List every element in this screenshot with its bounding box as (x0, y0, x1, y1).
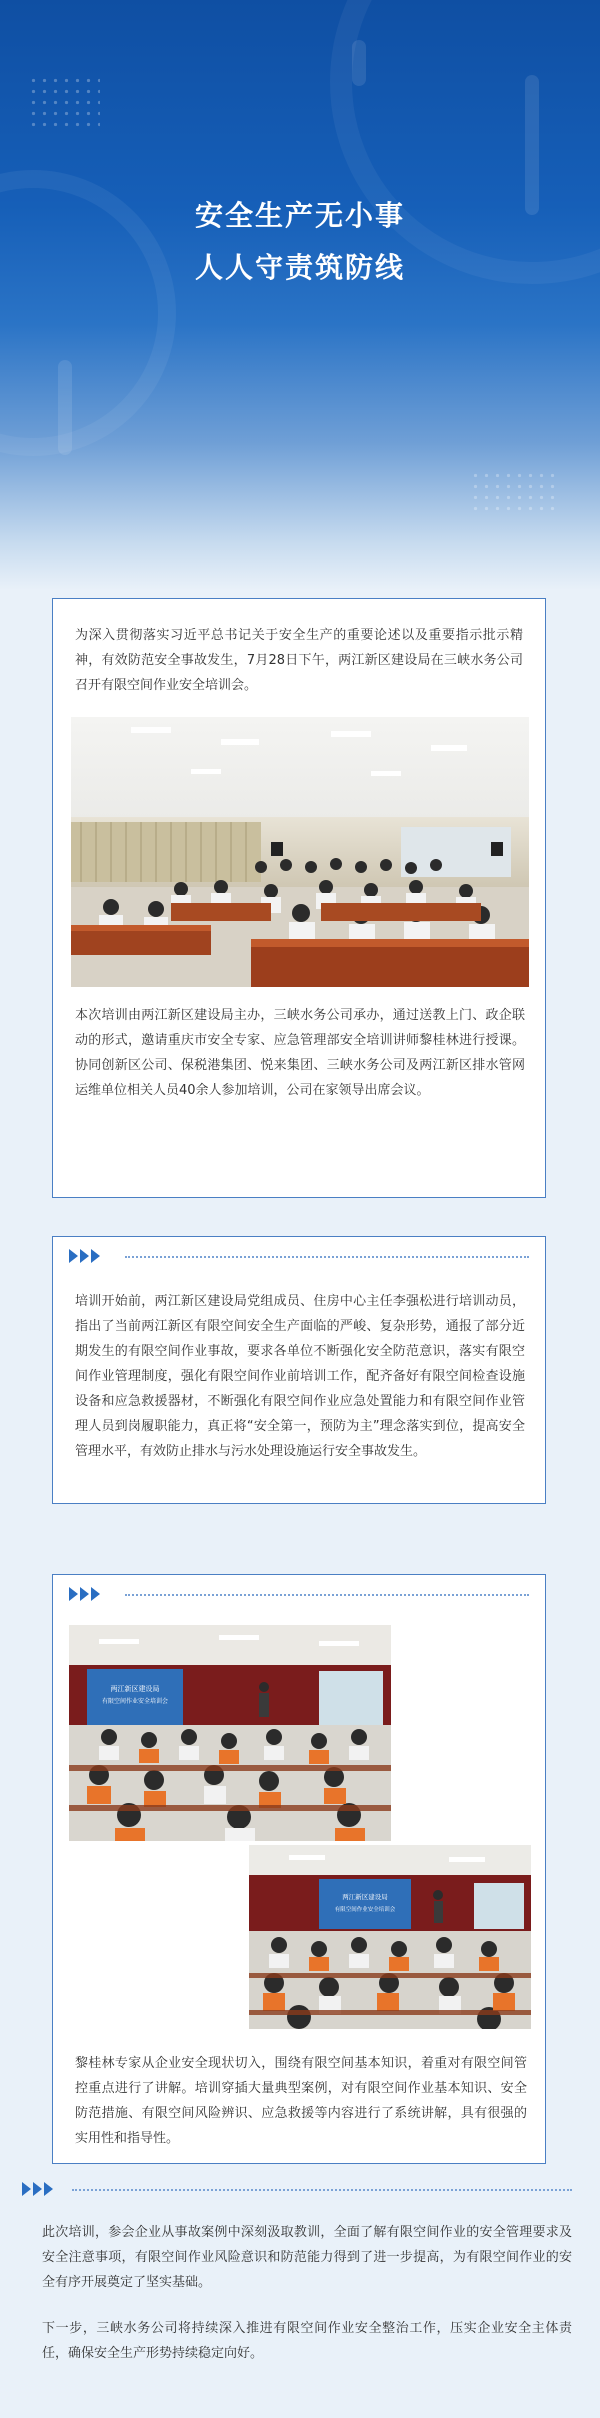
hero-title-line1: 安全生产无小事 (194, 199, 405, 232)
screen-text-line1: 两江新区建设局 (110, 1685, 160, 1693)
closing-paragraph-1: 此次培训，参会企业从事故案例中深刻汲取教训，全面了解有限空间作业的安全管理要求及安全注意事项，有限空间作业风险意识和防范能力得到了进一步提高，为有限空间作业的安全有序开展奠定了坚实基础。 (42, 2225, 572, 2290)
intro-paragraph-2: 本次培训由两江新区建设局主办，三峡水务公司承办，通过送教上门、政企联动的形式，邀请重庆市安全专家、应急管理部安全培训讲师黎桂林进行授课。协同创新区公司、保税港集团、悦来集团、三峡水务公司及两江新区排水管网运维单位相关人员40余人参加培训，公司在家领导出席会议。 (75, 1008, 525, 1098)
chevron-arrows-icon (69, 1249, 102, 1263)
section-mobilization-card (52, 1236, 546, 1504)
chevron-arrows-icon (22, 2182, 55, 2196)
decorative-bar (58, 360, 72, 455)
closing-paragraph-2: 下一步，三峡水务公司将持续深入推进有限空间作业安全整治工作，压实企业安全主体责任，确保安全生产形势持续稳定向好。 (42, 2321, 572, 2361)
decorative-bar (352, 40, 366, 86)
lecture-paragraph: 黎桂林专家从企业安全现状切入，围绕有限空间基本知识，着重对有限空间管控重点进行了讲解。培训穿插大量典型案例，对有限空间作业基本知识、安全防范措施、有限空间风险辨识、应急救援等内容进行了系统讲解，具有很强的实用性和指导性。 (75, 2056, 527, 2146)
screen-text-line1-b: 两江新区建设局 (342, 1893, 388, 1901)
hero-banner (0, 0, 600, 590)
dotted-divider (125, 1594, 529, 1596)
lecture-photo-2 (249, 1845, 531, 2029)
section-intro-card (52, 598, 546, 1198)
screen-text-line2-b: 有限空间作业安全培训会 (334, 1907, 396, 1913)
dotted-divider (125, 1256, 529, 1258)
chevron-arrows-icon (69, 1587, 102, 1601)
lecture-photo-1 (69, 1625, 391, 1841)
hero-title (0, 190, 600, 294)
screen-text-line2: 有限空间作业安全培训会 (101, 1698, 169, 1705)
decorative-dots (470, 470, 560, 516)
decorative-dots (28, 75, 100, 127)
mobilization-paragraph: 培训开始前，两江新区建设局党组成员、住房中心主任李强松进行培训动员，指出了当前两江新区有限空间安全生产面临的严峻、复杂形势，通报了部分近期发生的有限空间作业事故，要求各单位不断强化安全防范意识，落实有限空间作业管理制度，强化有限空间作业前培训工作，配齐备好有限空间检查设施设备和应急救援器材，不断强化有限空间作业应急处置能力和有限空间作业管理人员到岗履职能力，真正将“安全第一，预防为主”理念落实到位，提高安全管理水平，有效防止排水与污水处理设施运行安全事故发生。 (75, 1294, 525, 1459)
hero-title-line2: 人人守责筑防线 (194, 251, 405, 284)
dotted-divider (72, 2189, 572, 2191)
meeting-room-photo (71, 717, 529, 987)
section-lecture-card (52, 1574, 546, 2164)
intro-paragraph: 为深入贯彻落实习近平总书记关于安全生产的重要论述以及重要指示批示精神，有效防范安全事故发生，7月28日下午，两江新区建设局在三峡水务公司召开有限空间作业安全培训会。 (75, 628, 523, 693)
